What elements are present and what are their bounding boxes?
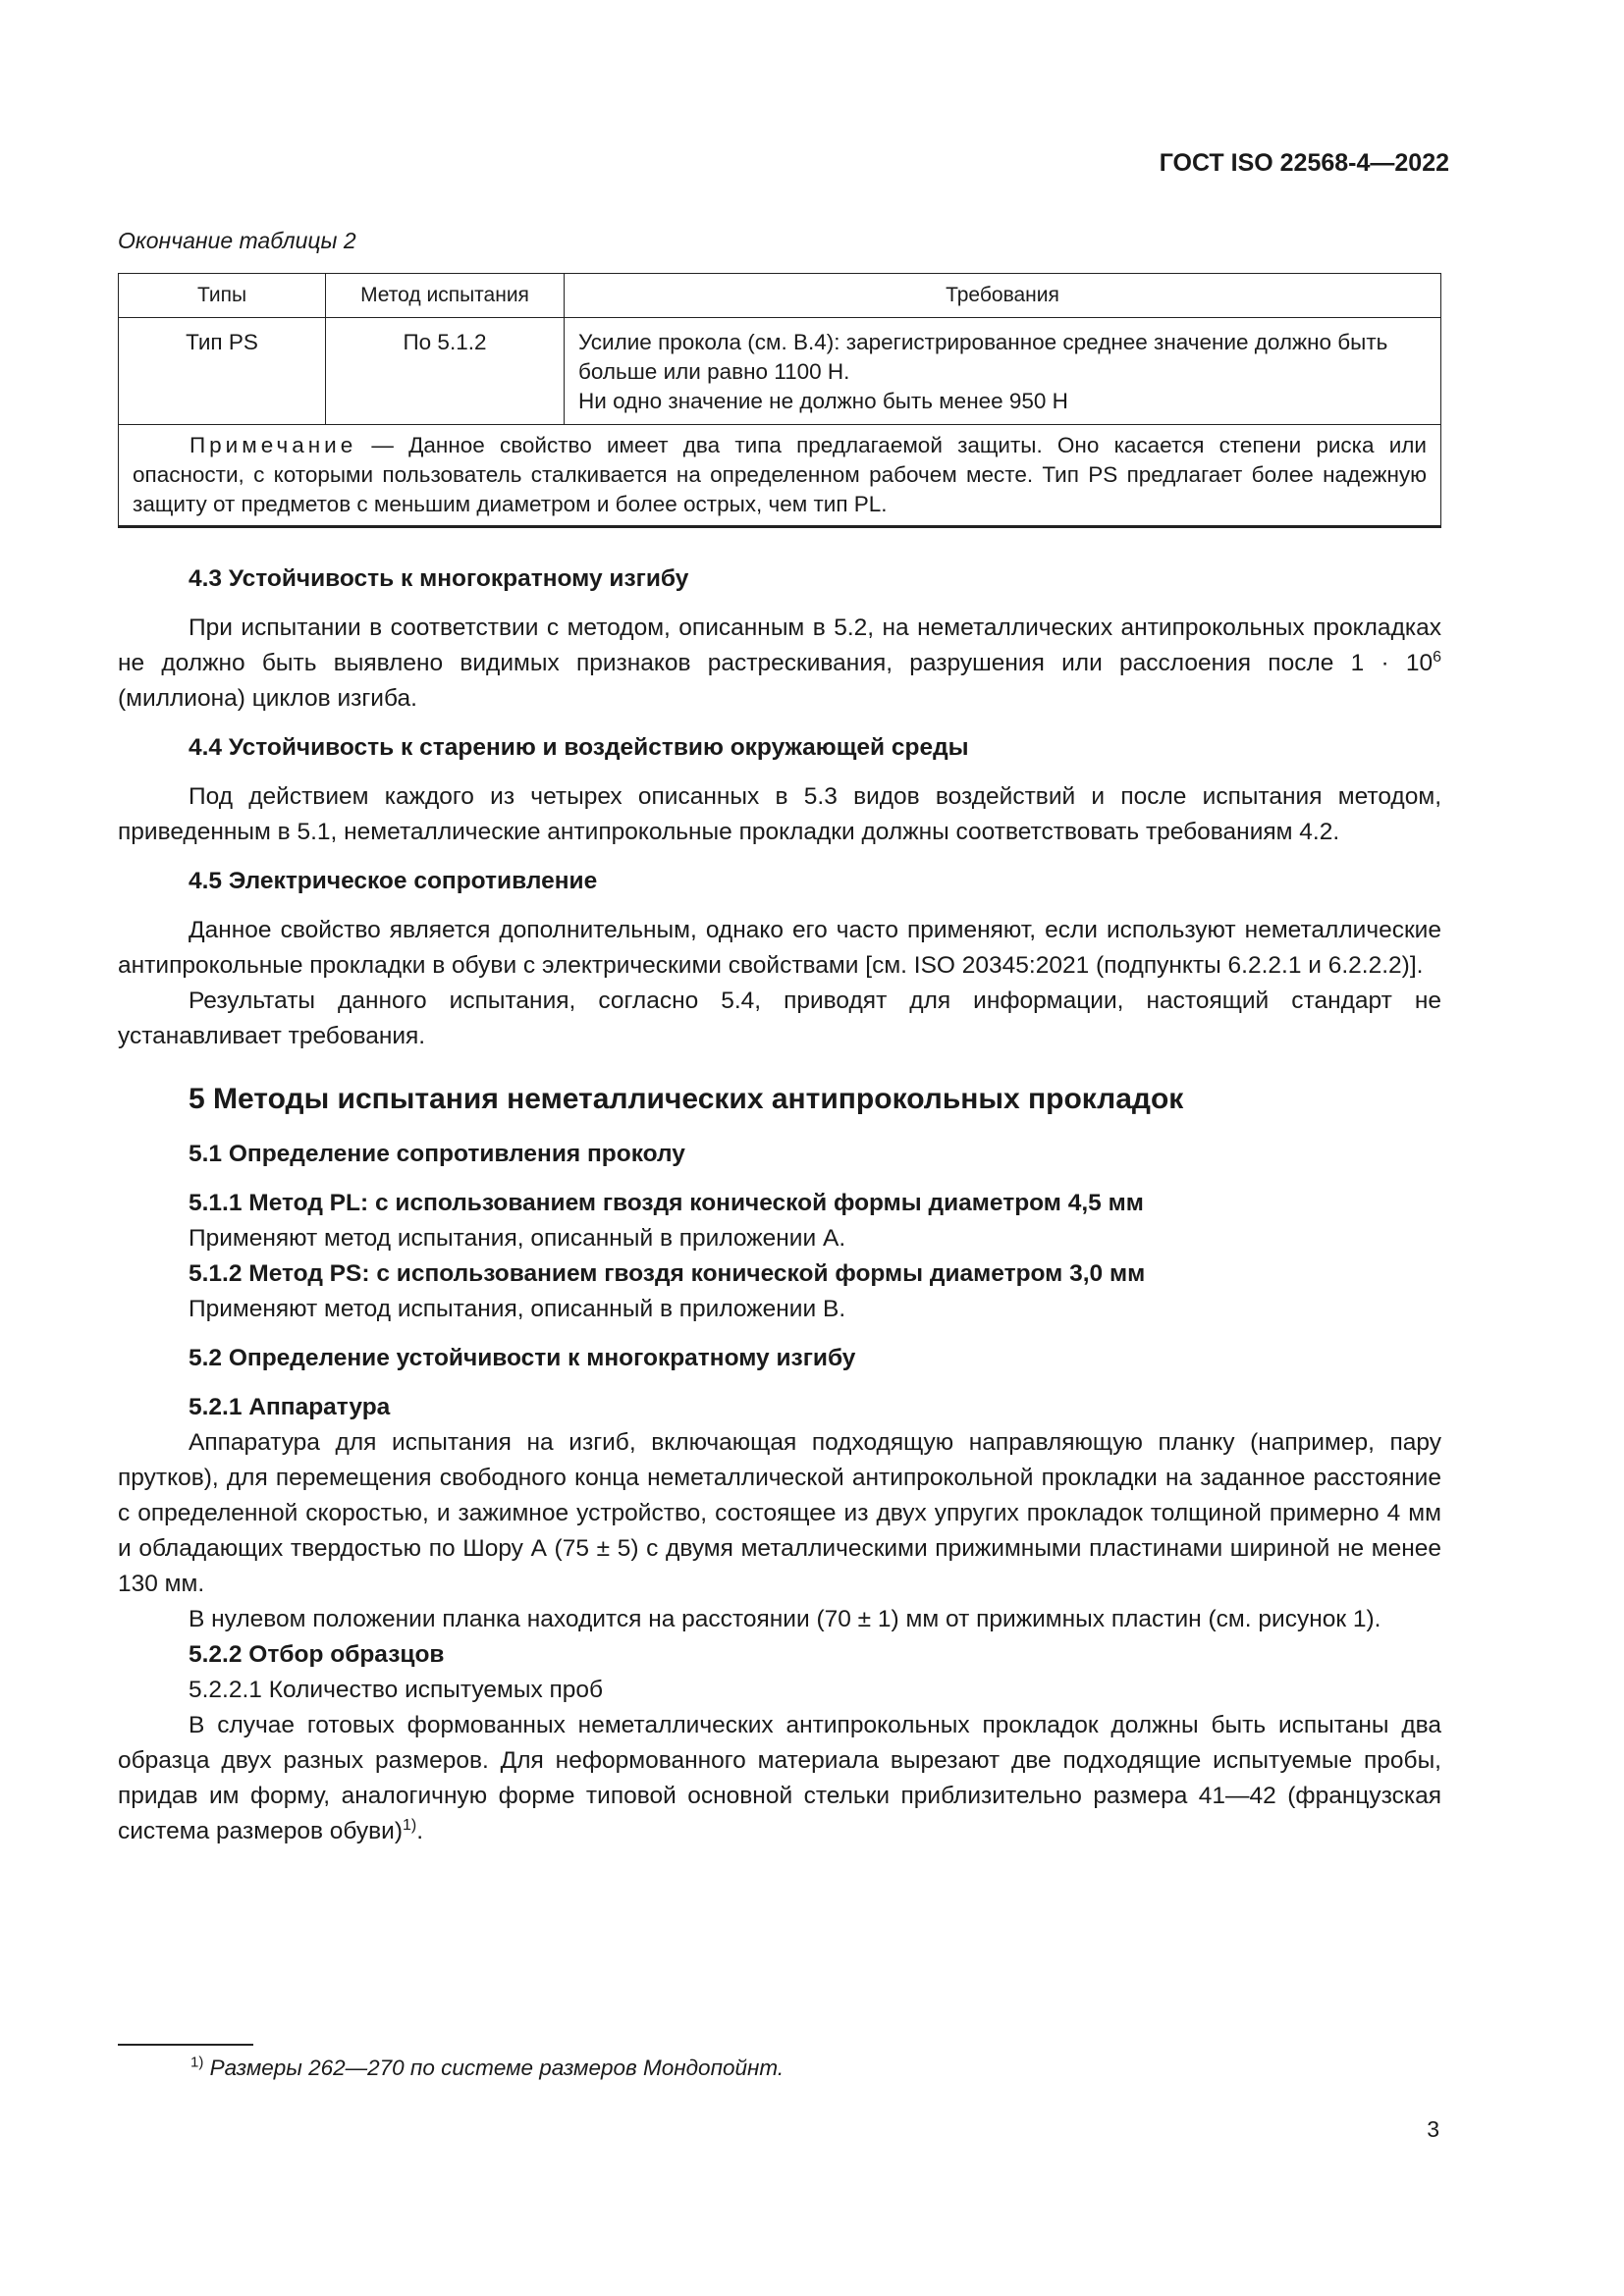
footnote	[190, 2056, 784, 2081]
table-cell-type: Тип PS	[119, 318, 326, 425]
table-note-row	[119, 425, 1441, 527]
table-header-row	[119, 274, 1441, 318]
requirements-table	[118, 273, 1441, 528]
note-label: Примечание	[189, 433, 357, 457]
paragraph: В нулевом положении планка находится на расстоянии (70 ± 1) мм от прижимных пластин (см. рисунок 1).	[189, 1606, 1381, 1632]
section-heading: 4.3 Устойчивость к многократному изгибу	[189, 565, 689, 592]
subsection-heading: 5.1.2 Метод PS: с использованием гвоздя конической формы диаметром 3,0 мм	[189, 1260, 1146, 1287]
requirement-line: Ни одно значение не должно быть менее 950 Н	[578, 389, 1068, 413]
table-header-cell: Метод испытания	[326, 274, 565, 318]
table-cell-requirements	[565, 318, 1441, 425]
table-row	[119, 318, 1441, 425]
footnote-mark: 1)	[190, 2054, 204, 2071]
document-header: ГОСТ ISO 22568-4—2022	[1159, 149, 1449, 177]
table-cell-method: По 5.1.2	[326, 318, 565, 425]
subsection-heading: 5.2.2 Отбор образцов	[189, 1641, 445, 1668]
note-text: — Данное свойство имеет два типа предлагаемой защиты. Оно касается степени риска или опасности, с которыми пользователь сталкивается на определенном рабочем месте. Тип PS предлагает более надежную защиту от предметов с меньшим диаметром и более острых, чем тип PL.	[133, 433, 1427, 516]
section-heading: 4.5 Электрическое сопротивление	[189, 868, 598, 894]
table-header-cell: Типы	[119, 274, 326, 318]
section-heading: 5.1 Определение сопротивления проколу	[189, 1141, 685, 1167]
subsection-heading: 5.2.1 Аппаратура	[189, 1394, 391, 1420]
paragraph: При испытании в соответствии с методом, описанным в 5.2, на неметаллических антипрокольных прокладках не должно быть выявлено видимых признаков растрескивания, разрушения или расслоения после $1 \cdot 10^6$ (миллиона) циклов изгиба.	[118, 614, 1441, 712]
subsubsection-heading: 5.2.2.1 Количество испытуемых проб	[189, 1677, 604, 1703]
paragraph: Данное свойство является дополнительным, однако его часто применяют, если используют неметаллические антипрокольные прокладки в обуви с электрическими свойствами [см. ISO 20345:2021 (подпункты 6.2.2.1 и 6.2.2.2)].	[118, 917, 1441, 979]
paragraph: Применяют метод испытания, описанный в приложении В.	[189, 1296, 846, 1322]
document-body	[118, 561, 1441, 1849]
requirement-line: Усилие прокола (см. В.4): зарегистрированное среднее значение должно быть больше или равно 1100 Н.	[578, 330, 1388, 384]
page-number: 3	[1427, 2116, 1439, 2142]
paragraph: Под действием каждого из четырех описанных в 5.3 видов воздействий и после испытания методом, приведенным в 5.1, неметаллические антипрокольные прокладки должны соответствовать требованиям 4.2.	[118, 783, 1441, 845]
table-note	[119, 425, 1441, 527]
paragraph: Результаты данного испытания, согласно 5.4, приводят для информации, настоящий стандарт не устанавливает требования.	[118, 988, 1441, 1049]
section-heading: 4.4 Устойчивость к старению и воздействию окружающей среды	[189, 734, 969, 761]
section-heading: 5.2 Определение устойчивости к многократному изгибу	[189, 1345, 856, 1371]
paragraph: Аппаратура для испытания на изгиб, включающая подходящую направляющую планку (например, пару прутков), для перемещения свободного конца неметаллической антипрокольной прокладки на заданное расстояние с определенной скоростью, и зажимное устройство, состоящее из двух упругих прокладок толщиной примерно 4 мм и обладающих твердостью по Шору А (75 ± 5) с двумя металлическими прижимными пластинами шириной не менее 130 мм.	[118, 1429, 1441, 1597]
subsection-heading: 5.1.1 Метод PL: с использованием гвоздя конической формы диаметром 4,5 мм	[189, 1190, 1144, 1216]
table-caption: Окончание таблицы 2	[118, 228, 356, 253]
paragraph: В случае готовых формованных неметаллических антипрокольных прокладок должны быть испытаны два образца двух разных размеров. Для неформованного материала вырезают две подходящие испытуемые пробы, придав им форму, аналогичную форме типовой основной стельки приблизительно размера 41—42 (французская система размеров обуви)$^{1)}$.	[118, 1712, 1441, 1844]
table-header-cell: Требования	[565, 274, 1441, 318]
chapter-heading: 5 Методы испытания неметаллических антипрокольных прокладок	[189, 1083, 1184, 1115]
footnote-divider	[118, 2044, 253, 2046]
paragraph: Применяют метод испытания, описанный в приложении А.	[189, 1225, 846, 1252]
footnote-text: Размеры 262—270 по системе размеров Мондопойнт.	[209, 2056, 785, 2080]
